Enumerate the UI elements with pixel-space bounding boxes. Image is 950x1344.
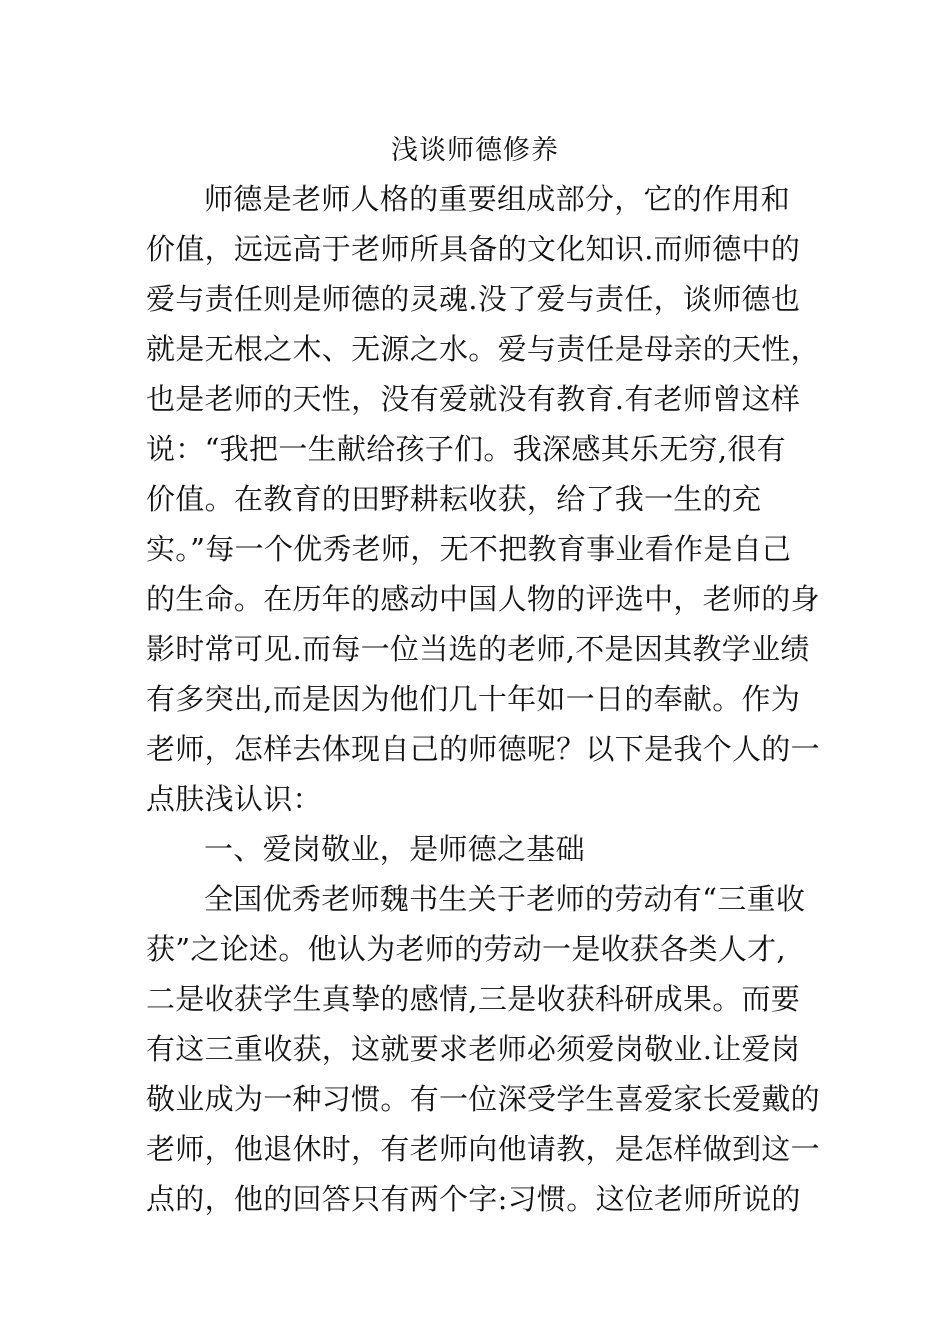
paragraph-line: 影时常可见.而每一位当选的老师,不是因其教学业绩 — [146, 632, 810, 666]
paragraph-line: 有这三重收获，这就要求老师必须爱岗敬业.让爱岗 — [146, 1032, 801, 1066]
paragraph-line: 老师，怎样去体现自己的师德呢？以下是我个人的一 — [146, 732, 820, 766]
paragraph-line: 价值，远远高于老师所具备的文化知识.而师德中的 — [146, 232, 801, 266]
paragraph-line: 敬业成为一种习惯。有一位深受学生喜爱家长爱戴的 — [146, 1082, 820, 1116]
document-body — [146, 174, 820, 1224]
document-title: 浅谈师德修养 — [391, 135, 559, 166]
paragraph-line: 说：“我把一生献给孩子们。我深感其乐无穷,很有 — [146, 432, 786, 466]
paragraph-line: 全国优秀老师魏书生关于老师的劳动有“三重收 — [204, 882, 806, 916]
paragraph-line: 的生命。在历年的感动中国人物的评选中，老师的身 — [146, 582, 820, 616]
paragraph-line: 价值。在教育的田野耕耘收获，给了我一生的充 — [146, 482, 762, 516]
paragraph-line: 有多突出,而是因为他们几十年如一日的奉献。作为 — [146, 682, 801, 716]
paragraph-line: 获”之论述。他认为老师的劳动一是收获各类人才, — [146, 932, 786, 966]
paragraph-line: 师德是老师人格的重要组成部分，它的作用和 — [204, 182, 791, 216]
paragraph-line: 爱与责任则是师德的灵魂.没了爱与责任，谈师德也 — [146, 282, 801, 316]
paragraph-line: 点肤浅认识： — [146, 782, 322, 816]
paragraph-line: 实。”每一个优秀老师，无不把教育事业看作是自己 — [146, 532, 792, 566]
paragraph-line: 二是收获学生真挚的感情,三是收获科研成果。而要 — [146, 982, 801, 1016]
paragraph-line: 点的，他的回答只有两个字:习惯。这位老师所说的 — [146, 1182, 801, 1216]
paragraph-line: 就是无根之木、无源之水。爱与责任是母亲的天性， — [146, 332, 820, 366]
paragraph-line: 也是老师的天性，没有爱就没有教育.有老师曾这样 — [146, 382, 801, 416]
section-heading: 一、爱岗敬业，是师德之基础 — [204, 832, 585, 866]
paragraph-line: 老师，他退休时，有老师向他请教，是怎样做到这一 — [146, 1132, 820, 1166]
